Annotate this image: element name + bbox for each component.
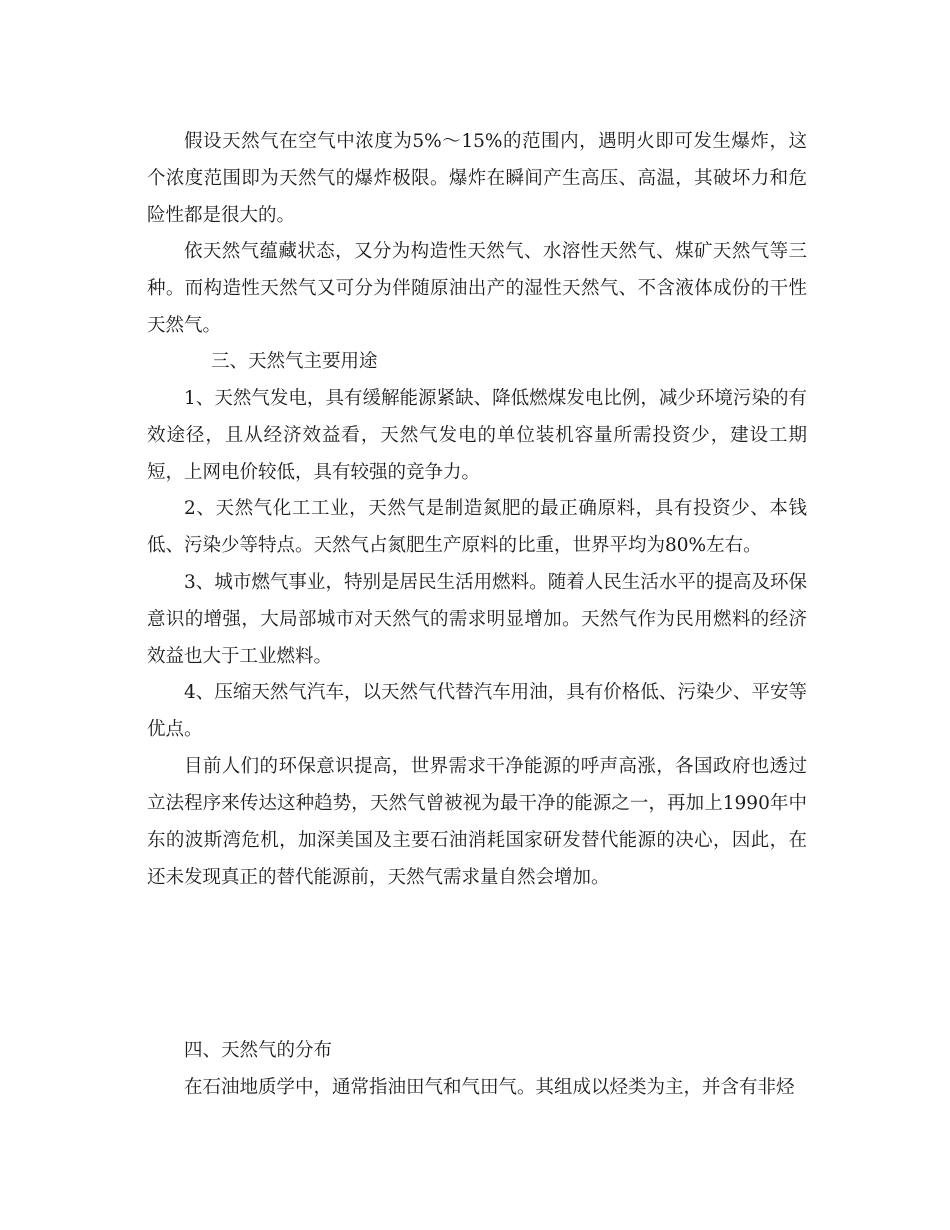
paragraph-geology: 在石油地质学中，通常指油田气和气田气。其组成以烃类为主，并含有非烃 — [184, 1077, 795, 1098]
paragraph-explosion-limit: 假设天然气在空气中浓度为5%～15%的范围内，遇明火即可发生爆炸，这个浓度范围即为天然气的爆炸极限。爆炸在瞬间产生高压、高温，其破坏力和危险性都是很大的。 — [147, 131, 807, 226]
section-heading-distribution: 四、天然气的分布 — [184, 1040, 333, 1061]
paragraph-use-power-generation: 1、天然气发电，具有缓解能源紧缺、降低燃煤发电比例，减少环境污染的有效途径，且从经济效益看，天然气发电的单位装机容量所需投资少，建设工期短，上网电价较低，具有较强的竞争力。 — [147, 388, 807, 483]
section-heading-uses: 三、天然气主要用途 — [211, 351, 378, 372]
paragraph-outlook: 目前人们的环保意识提高，世界需求干净能源的呼声高涨，各国政府也透过立法程序来传达这种趋势，天然气曾被视为最干净的能源之一，再加上1990年中东的波斯湾危机，加深美国及主要石油消耗国家研发替代能源的决心，因此，在还未发现真正的替代能源前，天然气需求量自然会增加。 — [147, 756, 807, 888]
paragraph-storage-states: 依天然气蕴藏状态，又分为构造性天然气、水溶性天然气、煤矿天然气等三种。而构造性天然气又可分为伴随原油出产的湿性天然气、不含液体成份的干性天然气。 — [147, 241, 807, 336]
paragraph-use-chemical-industry: 2、天然气化工工业，天然气是制造氮肥的最正确原料，具有投资少、本钱低、污染少等特点。天然气占氮肥生产原料的比重，世界平均为80%左右。 — [147, 498, 807, 556]
paragraph-use-cng-vehicles: 4、压缩天然气汽车，以天然气代替汽车用油，具有价格低、污染少、平安等优点。 — [147, 682, 807, 740]
paragraph-use-city-gas: 3、城市燃气事业，特别是居民生活用燃料。随着人民生活水平的提高及环保意识的增强，大局部城市对天然气的需求明显增加。天然气作为民用燃料的经济效益也大于工业燃料。 — [147, 572, 807, 667]
